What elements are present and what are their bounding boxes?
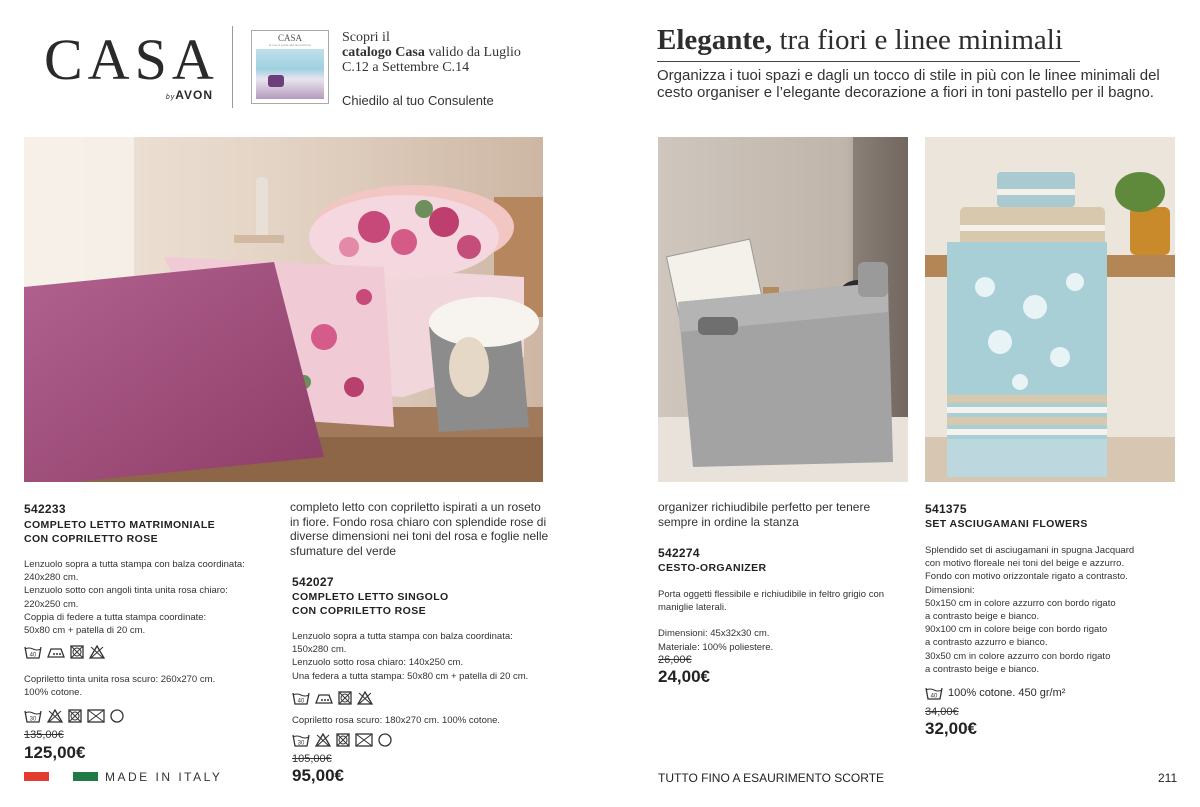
product-code: 542274: [658, 546, 700, 560]
logo-brand: byAVON: [165, 88, 213, 102]
catalog-thumb-title: CASA: [277, 33, 302, 43]
wash-40-icon: [925, 686, 943, 700]
no-bleach-icon: [357, 691, 373, 705]
bedroom-photo: [24, 137, 543, 482]
no-bleach-icon: [89, 645, 105, 659]
no-tumble-dry-icon: [336, 733, 350, 747]
catalog-promo-text: Scopri il catalogo Casa valido da Luglio C.12 a Settembre C.14: [342, 30, 521, 75]
no-tumble-dry-icon: [70, 645, 84, 659]
old-price: 34,00€: [925, 706, 959, 719]
flag-red-stripe: [24, 772, 49, 781]
wash-40-icon: [292, 691, 310, 705]
catalog-thumbnail[interactable]: [251, 30, 329, 104]
no-tumble-dry-icon: [338, 691, 352, 705]
care-symbols: [24, 645, 274, 659]
bedspread-description: Copriletto tinta unita rosa scuro: 260x270 cm. 100% cotone.: [24, 674, 216, 699]
no-bleach-icon: [47, 709, 63, 723]
no-bleach-icon: [315, 733, 331, 747]
bedspread-care-symbols: [24, 709, 274, 723]
price: 32,00€: [925, 719, 977, 739]
price: 125,00€: [24, 742, 86, 762]
page-intro: Organizza i tuoi spazi e dagli un tocco di stile in più con le linee minimali del cesto organiser e l’elegante decorazione a fiori in toni pastello per il bagno.: [657, 67, 1160, 101]
dry-clean-icon: [110, 709, 124, 723]
product-specs: Dimensioni: 45x32x30 cm. Materiale: 100% poliestere.: [658, 628, 774, 653]
flag-green-stripe: [73, 772, 98, 781]
bedspread-description: Copriletto rosa scuro: 180x270 cm. 100% cotone.: [292, 714, 501, 726]
product-description: Lenzuolo sopra a tutta stampa con balza coordinata: 240x280 cm. Lenzuolo sotto con angoli tinta unita rosa chiaro: 220x250 cm. Coppia di federe a tutta stampa coordinate: 50x80 cm + patella di 20 cm.: [24, 559, 245, 637]
product-description: Splendido set di asciugamani in spugna Jacquard con motivo floreale nei toni del beige e azzurro. Fondo con motivo orizzontale rigato a contrasto. Dimensioni: 50x150 cm in colore azzurro con bordo rigato a contrasto beige e bianco. 90x100 cm in colore beige con bordo rigato a contrasto azzurro e bianco. 30x50 cm in colore azzurro con bordo rigato a contrasto beige e bianco.: [925, 545, 1135, 675]
product-name: CESTO-ORGANIZER: [658, 562, 767, 574]
old-price: 135,00€: [24, 728, 64, 741]
page-title: Elegante, tra fiori e linee minimali: [657, 24, 1063, 56]
old-price: 26,00€: [658, 653, 692, 666]
wash-30-icon: [292, 733, 310, 747]
product-description: Porta oggetti flessibile e richiudibile in feltro grigio con maniglie laterali.: [658, 589, 885, 614]
product-542233: [24, 502, 274, 763]
page-number: 211: [1158, 771, 1178, 785]
catalog-thumb-subtitle: la nuova guida alla decorazione: [268, 43, 312, 47]
svg-text:30: 30: [29, 716, 37, 723]
no-tumble-dry-icon: [68, 709, 82, 723]
no-iron-icon: [355, 733, 373, 747]
svg-text:40: 40: [297, 698, 305, 705]
no-iron-icon: [87, 709, 105, 723]
organizer-intro-text: organizer richiudibile perfetto per tenere sempre in ordine la stanza: [658, 500, 871, 529]
product-code: 541375: [925, 502, 967, 516]
catalog-thumb-image: [256, 49, 324, 99]
svg-text:30: 30: [297, 740, 305, 747]
title-underline: [657, 61, 1080, 62]
product-541375: [925, 502, 1175, 739]
care-symbols: [292, 691, 552, 705]
made-in-italy: MADE IN ITALY: [105, 770, 223, 784]
bedspread-care-symbols: [292, 733, 552, 747]
iron-icon: [47, 645, 65, 659]
towels-photo: [925, 137, 1175, 482]
wash-40-icon: [24, 645, 42, 659]
product-name: COMPLETO LETTO MATRIMONIALE CON COPRILETTO ROSE: [24, 519, 216, 545]
bedding-continued-text: completo letto con copriletto ispirati a un roseto in fiore. Fondo rosa chiaro con splendide rose di diverse dimensioni nei toni del rosa e foglie nelle sfumature del verde: [290, 500, 549, 558]
towel-care: [925, 686, 1175, 700]
dry-clean-icon: [378, 733, 392, 747]
svg-text:40: 40: [930, 693, 938, 700]
material-text: 100% cotone. 450 gr/m²: [948, 687, 1066, 700]
basket-photo: [658, 137, 908, 482]
wash-30-icon: [24, 709, 42, 723]
header-divider: [232, 26, 233, 108]
product-name: SET ASCIUGAMANI FLOWERS: [925, 518, 1088, 530]
product-description: Lenzuolo sopra a tutta stampa con balza coordinata: 150x280 cm. Lenzuolo sotto rosa chiaro: 140x250 cm. Una federa a tutta stampa: 50x80 cm + patella di 20 cm.: [292, 631, 529, 682]
product-name: COMPLETO LETTO SINGOLO CON COPRILETTO ROSE: [292, 591, 449, 617]
price: 24,00€: [658, 666, 710, 686]
ask-consultant-text: Chiedilo al tuo Consulente: [342, 93, 494, 108]
product-542027: [292, 575, 552, 786]
product-542274: [658, 546, 908, 687]
logo-word: CASA: [44, 27, 219, 92]
iron-icon: [315, 691, 333, 705]
while-stocks-last: TUTTO FINO A ESAURIMENTO SCORTE: [658, 771, 885, 785]
casa-avon-logo: [44, 27, 219, 110]
svg-text:40: 40: [29, 652, 37, 659]
price: 95,00€: [292, 766, 344, 786]
product-code: 542233: [24, 502, 66, 516]
old-price: 105,00€: [292, 753, 332, 766]
product-code: 542027: [292, 575, 334, 589]
